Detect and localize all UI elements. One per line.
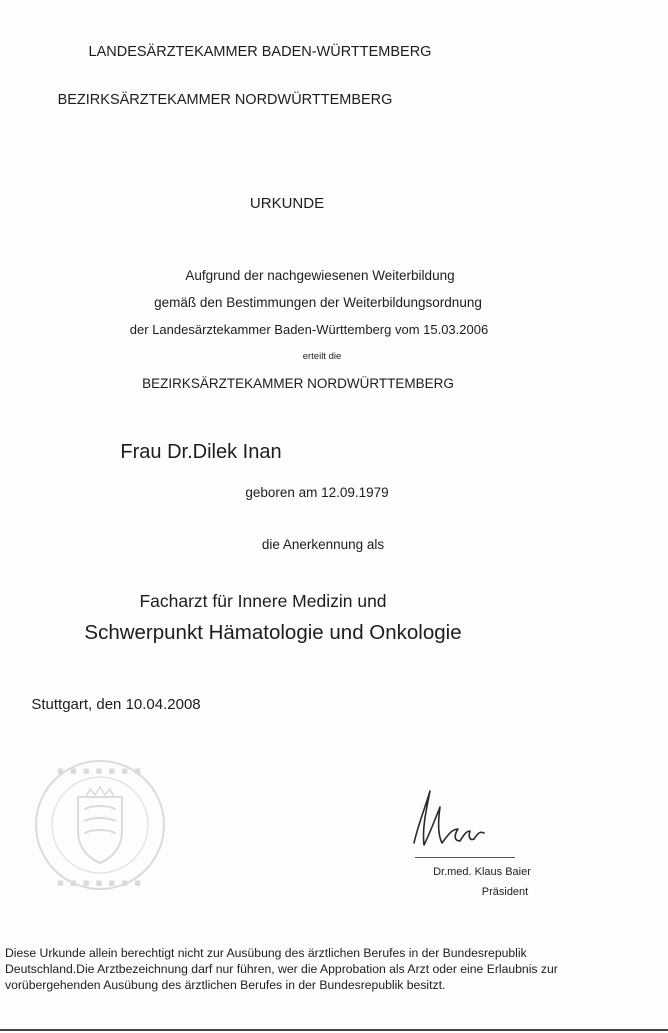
svg-text:■ ■ ■ ■ ■ ■ ■: ■ ■ ■ ■ ■ ■ ■ <box>57 879 143 887</box>
specialty-line-2: Schwerpunkt Hämatologie und Onkologie <box>84 621 462 644</box>
footnote-line-2: Deutschland.Die Arztbezeichnung darf nur führen, wer die Approbation als Arzt oder eine Erlaubnis zur <box>5 962 558 976</box>
place-and-date: Stuttgart, den 10.04.2008 <box>31 696 201 713</box>
document-title: URKUNDE <box>249 195 325 212</box>
svg-text:■ ■ ■ ■ ■ ■ ■: ■ ■ ■ ■ ■ ■ ■ <box>57 767 143 775</box>
issuer-chamber-district: BEZIRKSÄRZTEKAMMER NORDWÜRTTEMBERG <box>57 92 393 108</box>
basis-line-3: der Landesärztekammer Baden-Württemberg vom 15.03.2006 <box>129 322 489 337</box>
issuer-chamber-state: LANDESÄRZTEKAMMER BADEN-WÜRTTEMBERG <box>88 44 432 60</box>
signature-icon <box>400 785 510 855</box>
legal-footnote <box>5 945 655 993</box>
bottom-border <box>0 1029 668 1031</box>
specialty-line-1: Facharzt für Innere Medizin und <box>139 591 387 611</box>
recipient-name: Frau Dr.Dilek Inan <box>120 441 282 463</box>
basis-line-2: gemäß den Bestimmungen der Weiterbildungsordnung <box>154 295 482 310</box>
grants-text: erteilt die <box>302 351 342 362</box>
granting-body: BEZIRKSÄRZTEKAMMER NORDWÜRTTEMBERG <box>142 376 454 391</box>
footnote-line-1: Diese Urkunde allein berechtigt nicht zur Ausübung des ärztlichen Berufes in der Bundesrepublik <box>5 946 527 960</box>
recognition-text: die Anerkennung als <box>261 537 385 552</box>
footnote-line-3: vorübergehenden Ausübung des ärztlichen Berufes in der Bundesrepublik besitzt. <box>5 978 446 992</box>
signature-line <box>415 857 515 858</box>
signer-role: Präsident <box>481 886 529 898</box>
birth-date: geboren am 12.09.1979 <box>245 485 389 500</box>
basis-line-1: Aufgrund der nachgewiesenen Weiterbildung <box>185 268 455 283</box>
signer-name: Dr.med. Klaus Baier <box>433 866 531 878</box>
official-seal-icon <box>30 755 170 895</box>
